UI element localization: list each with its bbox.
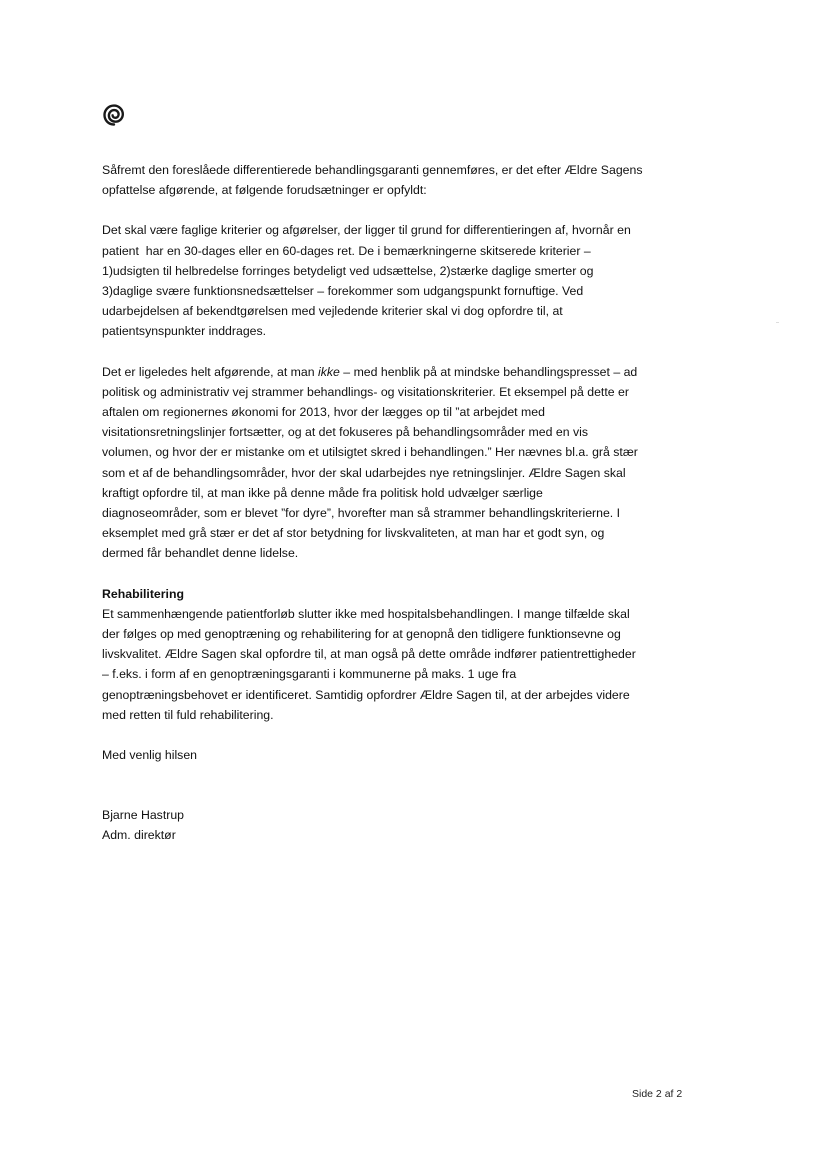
text-line: patientsynspunkter inddrages. <box>102 324 267 339</box>
letter-body <box>102 160 702 846</box>
text-line: opfattelse afgørende, at følgende forudsætninger er opfyldt: <box>102 183 427 198</box>
text-segment: – med henblik på at mindske behandlingspresset – ad <box>339 364 638 379</box>
text-line: med retten til fuld rehabilitering. <box>102 707 274 722</box>
signatory-title: Adm. direktør <box>102 828 176 843</box>
paragraph-intro <box>102 160 702 200</box>
signature-block <box>102 805 702 845</box>
signatory-name: Bjarne Hastrup <box>102 808 185 823</box>
text-line: dermed får behandlet denne lidelse. <box>102 546 299 561</box>
text-line <box>102 362 702 382</box>
closing-greeting: Med venlig hilsen <box>102 748 198 763</box>
text-line: livskvalitet. Ældre Sagen skal opfordre til, at man også på dette område indfører patientrettigheder <box>102 647 636 662</box>
text-line: udarbejdelsen af bekendtgørelsen med vejledende kriterier skal vi dog opfordre til, at <box>102 304 563 319</box>
text-line: – f.eks. i form af en genoptræningsgaranti i kommunerne på maks. 1 uge fra <box>102 667 517 682</box>
text-line: Såfremt den foreslåede differentierede behandlingsgaranti gennemføres, er det efter Ældre Sagens <box>102 163 643 177</box>
paragraph-criteria <box>102 220 702 341</box>
text-line: der følges op med genoptræning og rehabilitering for at genopnå den tidligere funktionsevne og <box>102 627 621 642</box>
text-line: Et sammenhængende patientforløb slutter ikke med hospitalsbehandlingen. I mange tilfælde skal <box>102 606 630 621</box>
section-heading: Rehabilitering <box>102 586 184 601</box>
text-line: kraftigt opfordre til, at man ikke på denne måde fra politisk hold udvælger særlige <box>102 485 543 500</box>
page-number: Side 2 af 2 <box>632 1088 683 1100</box>
paragraph-visitation <box>102 362 702 564</box>
scan-mark <box>776 322 779 323</box>
section-rehabilitering <box>102 584 702 725</box>
text-segment: Det er ligeledes helt afgørende, at man <box>102 364 319 379</box>
text-line: diagnoseområder, som er blevet ”for dyre”, hvorefter man så strammer behandlingskriterierne. I <box>102 506 621 521</box>
text-line: visitationsretningslinjer fortsætter, og at det fokuseres på behandlingsområder med en vis <box>102 425 588 440</box>
text-line: 3)daglige svære funktionsnedsættelser – forekommer som udgangspunkt fornuftige. Ved <box>102 284 584 299</box>
text-line: Det skal være faglige kriterier og afgørelser, der ligger til grund for differentieringen af, hvornår en <box>102 223 631 238</box>
text-line: som et af de behandlingsområder, hvor der skal udarbejdes nye retningslinjer. Ældre Sagen skal <box>102 465 626 480</box>
text-line: 1)udsigten til helbredelse forringes betydeligt ved udsættelse, 2)stærke daglige smerter og <box>102 263 594 278</box>
spiral-logo-icon <box>102 103 126 127</box>
text-line: patient har en 30-dages eller en 60-dages ret. De i bemærkningerne skitserede kriterier – <box>102 243 591 258</box>
emphasis-text: ikke <box>318 364 340 379</box>
text-line: genoptræningsbehovet er identificeret. Samtidig opfordrer Ældre Sagen til, at der arbejdes videre <box>102 687 630 702</box>
text-line: politisk og administrativ vej strammer behandlings- og visitationskriterier. Et eksempel på dette er <box>102 384 629 399</box>
text-line: eksemplet med grå stær er det af stor betydning for livskvaliteten, at man har et godt syn, og <box>102 526 605 541</box>
text-line: aftalen om regionernes økonomi for 2013, hvor der lægges op til ”at arbejdet med <box>102 405 545 420</box>
text-line: volumen, og hvor der er mistanke om et utilsigtet skred i behandlingen.” Her nævnes bl.a. grå stær <box>102 445 638 460</box>
